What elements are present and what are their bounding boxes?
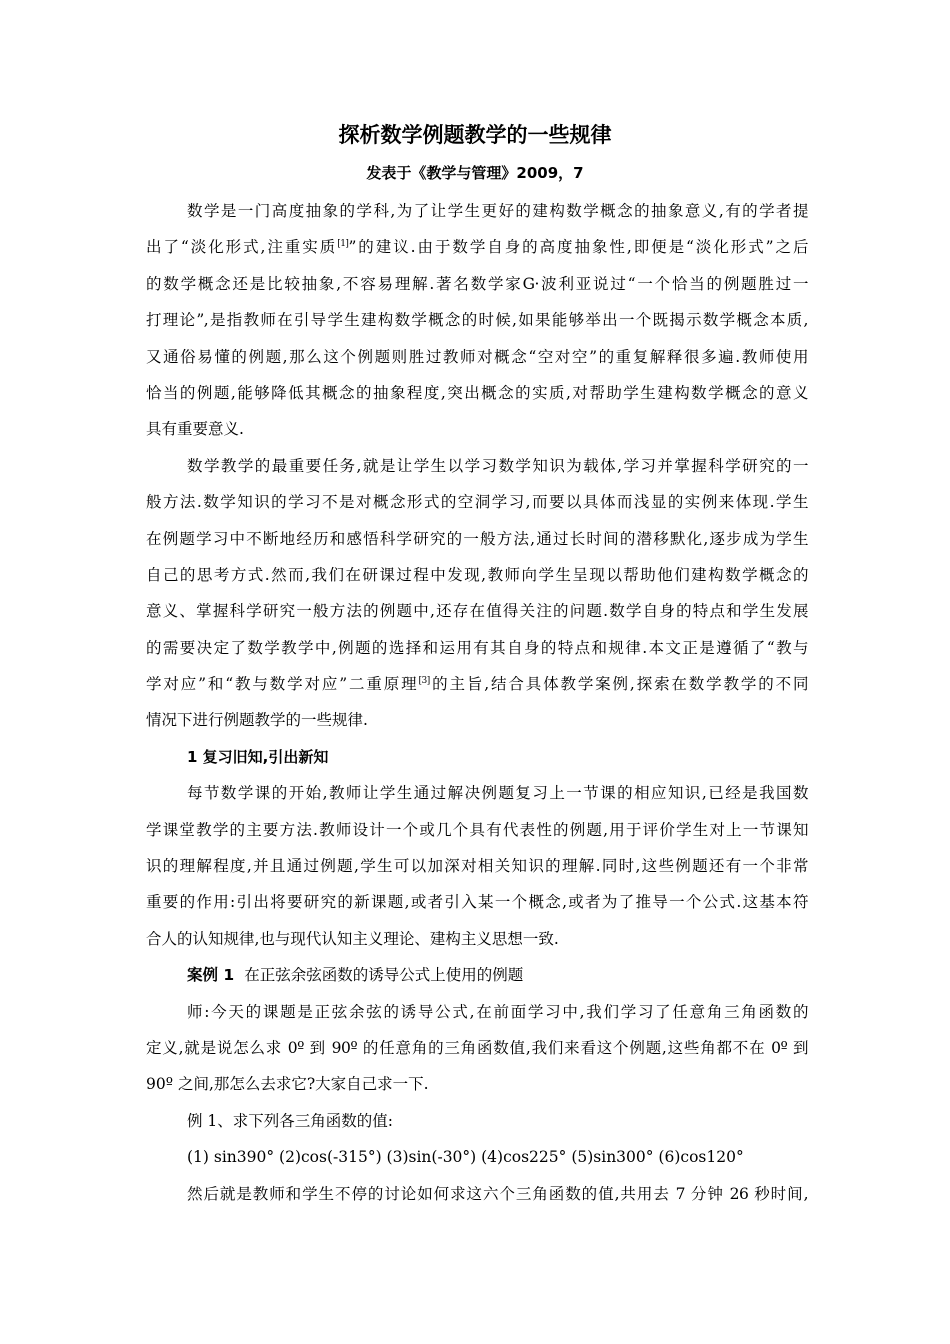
text-line: 数学是一门高度抽象的学科,为了让学生更好的建构数学概念的抽象意义,有的学者提 [187, 202, 808, 220]
teacher-dialogue [146, 994, 808, 1103]
text-line: 自己的思考方式.然而,我们在研课过程中发现,教师向学生呈现以帮助他们建构数学概念的 [146, 565, 808, 584]
publication-info: 发表于《教学与管理》2009，7 [366, 164, 584, 182]
text-line: 数学教学的最重要任务,就是让学生以学习数学知识为载体,学习并掌握科学研究的一 [187, 456, 808, 475]
text-line: 合人的认知规律,也与现代认知主义理论、建构主义思想一致. [146, 929, 559, 948]
article-body [146, 193, 808, 1212]
text-line: 学课堂教学的主要方法.教师设计一个或几个具有代表性的例题,用于评价学生对上一节课知 [146, 820, 808, 839]
text-line: 具有重要意义. [146, 420, 244, 439]
text-line: 又通俗易懂的例题,那么这个例题则胜过教师对概念“空对空”的重复解释很多遍.教师使用 [146, 347, 808, 366]
text-line: 的需要决定了数学教学中,例题的选择和运用有其自身的特点和规律.本文正是遵循了“教与 [146, 638, 808, 657]
case-heading [146, 957, 808, 993]
paragraph-2 [146, 448, 808, 739]
case-description: 在正弦余弦函数的诱导公式上使用的例题 [244, 966, 524, 985]
text-line: 识的理解程度,并且通过例题,学生可以加深对相关知识的理解.同时,这些例题还有一个非常 [146, 857, 808, 876]
paragraph-3 [146, 775, 808, 957]
section-heading: 1 复习旧知,引出新知 [187, 747, 329, 766]
text-line: 意义、掌握科学研究一般方法的例题中,还存在值得关注的问题.数学自身的特点和学生发展 [146, 602, 808, 621]
citation-ref: [1] [337, 239, 349, 250]
text-line: 每节数学课的开始,教师让学生通过解决例题复习上一节课的相应知识,已经是我国数 [187, 784, 808, 803]
text-line: 学对应”和“教与数学对应”二重原理[3]的主旨,结合具体教学案例,探索在数学教学的不同 [146, 675, 808, 694]
text-line: 90º 之间,那怎么去求它?大家自己求一下. [146, 1075, 429, 1094]
citation-ref: [3] [418, 676, 430, 687]
paragraph-1 [146, 193, 808, 448]
text-line: 重要的作用:引出将要研究的新课题,或者引入某一个概念,或者为了推导一个公式.这基本符 [146, 893, 808, 912]
text-line: 恰当的例题,能够降低其概念的抽象程度,突出概念的实质,对帮助学生建构数学概念的意义 [146, 383, 808, 402]
case-label: 案例 1 [187, 966, 235, 985]
example-items: (1) sin390° (2)cos(-315°) (3)sin(-30°) (4)cos225° (5)sin300° (6)cos120° [187, 1148, 744, 1167]
text-line: 情况下进行例题教学的一些规律. [146, 711, 368, 730]
page-title: 探析数学例题教学的一些规律 [338, 123, 612, 147]
text-line: 定义,就是说怎么求 0º 到 90º 的任意角的三角函数值,我们来看这个例题,这些角都不在 0º 到 [146, 1038, 808, 1057]
text-line: 般方法.数学知识的学习不是对概念形式的空洞学习,而要以具体而浅显的实例来体现.学生 [146, 493, 808, 512]
text-line: 的数学概念还是比较抽象,不容易理解.著名数学家G·波利亚说过“一个恰当的例题胜过一 [146, 274, 808, 293]
text-line: 在例题学习中不断地经历和感悟科学研究的一般方法,通过长时间的潜移默化,逐步成为学生 [146, 529, 808, 548]
text-line: 出了“淡化形式,注重实质[1]”的建议.由于数学自身的高度抽象性,即便是“淡化形式”之后 [146, 238, 808, 257]
text-line: 师:今天的课题是正弦余弦的诱导公式,在前面学习中,我们学习了任意角三角函数的 [187, 1002, 808, 1021]
example-title: 例 1、求下列各三角函数的值: [187, 1111, 394, 1130]
text-line: 打理论”,是指教师在引导学生建构数学概念的时候,如果能够举出一个既揭示数学概念本质, [146, 311, 808, 330]
text-line: 然后就是教师和学生不停的讨论如何求这六个三角函数的值,共用去 7 分钟 26 秒时间, [187, 1184, 808, 1203]
